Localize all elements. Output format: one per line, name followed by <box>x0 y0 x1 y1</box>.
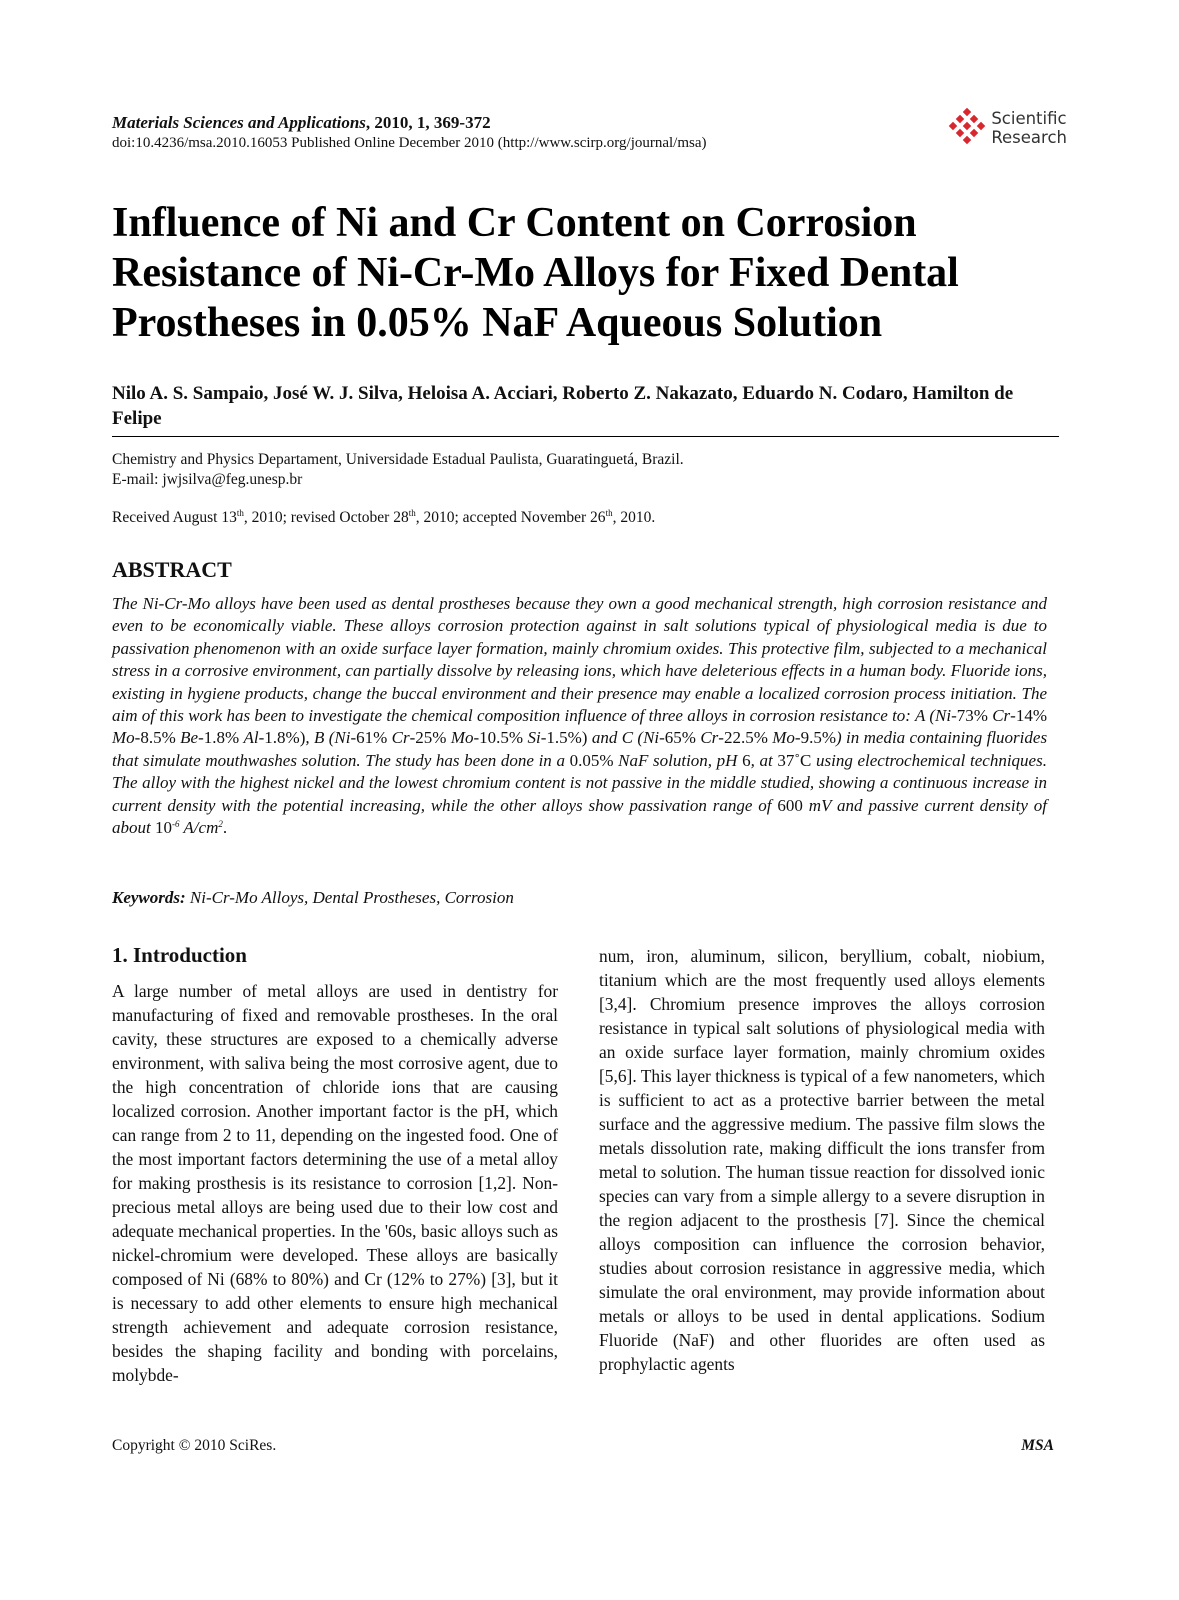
publisher-logo <box>947 108 1067 148</box>
logo-line-1: Scientific <box>991 109 1067 128</box>
accepted-ordinal: th <box>605 508 613 518</box>
keywords-text: Ni-Cr-Mo Alloys, Dental Prostheses, Corrosion <box>185 888 514 907</box>
current-density-exponent: -6 <box>171 819 180 830</box>
keywords-label: Keywords: <box>112 888 186 907</box>
right-column <box>599 944 1045 1376</box>
section-heading-introduction: 1. Introduction <box>112 943 247 967</box>
abstract-results-text: using electrochemical techniques. The alloy with the highest nickel and the lowest chromium content is not passive in the middle studied, showing a continuous increase in current density with the potential increasing, while the other alloys show passivation range of <box>112 750 1047 815</box>
unit-exponent: 2 <box>218 819 223 830</box>
current-density-unit: A/cm <box>179 818 219 838</box>
journal-header <box>112 112 707 153</box>
header-divider <box>112 436 1059 437</box>
copyright-notice: Copyright © 2010 SciRes. <box>112 1437 277 1454</box>
revised-text: , 2010; revised October 28 <box>243 509 409 526</box>
alloy-c-composition: Ni-65% Cr-22.5% Mo-9.5% <box>643 728 836 748</box>
received-end: , 2010. <box>612 509 656 526</box>
temperature-value: 37˚C <box>777 750 812 770</box>
scientific-research-logo-icon <box>947 108 987 148</box>
journal-name: Materials Sciences and Applications <box>112 113 366 132</box>
naf-text: NaF solution, pH <box>618 750 743 770</box>
affiliation-email: E-mail: jwjsilva@feg.unesp.br <box>112 471 303 488</box>
introduction-paragraph-left: A large number of metal alloys are used in dentistry for manufacturing of fixed and removable prostheses. In the oral cavity, these structures are exposed to a chemically adverse environment, with saliva being the most corrosive agent, due to the high concentration of chloride ions that are causing localized corrosion. Another important factor is the pH, which can range from 2 to 11, depending on the ingested food. One of the most important factors determining the use of a metal alloy for making prosthesis is its resistance to corrosion [1,2]. Non-precious metal alloys are being used due to their low cost and adequate mechanical properties. In the '60s, basic alloys such as nickel-chromium were developed. These alloys are basically composed of Ni (68% to 80%) and Cr (12% to 27%) [3], but it is necessary to add other elements to ensure high mechanical strength achievement and adequate corrosion resistance, besides the shaping facility and bonding with porcelains, molybde- <box>112 981 558 1385</box>
paper-page <box>112 0 1067 1600</box>
current-density-base: 10 <box>154 818 172 838</box>
received-dates <box>112 508 655 528</box>
journal-abbreviation: MSA <box>1021 1437 1054 1454</box>
affiliation-block <box>112 450 684 490</box>
affiliation-department: Chemistry and Physics Departament, Universidade Estadual Paulista, Guaratinguetá, Brazil. <box>112 451 684 468</box>
abstract-main-text: The Ni-Cr-Mo alloys have been used as dental prostheses because they own a good mechanical strength, high corrosion resistance and even to be economically viable. These alloys corrosion protection against in salt solutions typical of physiological media is due to passivation phenomenon with an oxide surface layer formation, mainly chromium oxides. This protective film, subjected to a mechanical stress in a corrosive environment, can partially dissolve by releasing ions, which have deleterious effects in a human body. Fluoride ions, existing in hygiene products, change the buccal environment and their presence may enable a localized corrosion process initiation. The aim of this work has been to investigate the chemical composition influence of three alloys in corrosion resistance to: A ( <box>112 594 1047 726</box>
alloy-a-composition: Ni-73% Cr-14% Mo-8.5% Be-1.8% Al-1.8% <box>112 706 1047 748</box>
abstract-body: The Ni-Cr-Mo alloys have been used as dental prostheses because they own a good mechanical strength, high corrosion resistance and even to be economically viable. These alloys corrosion protection against in salt solutions typical of physiological media is due to passivation phenomenon with an oxide surface layer formation, mainly chromium oxides. This protective film, subjected to a mechanical stress in a corrosive environment, can partially dissolve by releasing ions, which have deleterious effects in a human body. Fluoride ions, existing in hygiene products, change the buccal environment and their presence may enable a localized corrosion process initiation. The aim of this work has been to investigate the chemical composition influence of three alloys in corrosion resistance to: A (Ni-73% Cr-14% Mo-8.5% Be-1.8% Al-1.8%), B (Ni-61% Cr-25% Mo-10.5% Si-1.5%) and C (Ni-65% Cr-22.5% Mo-9.5%) in media containing fluorides that simulate mouthwashes solution. The study has been done in a 0.05% NaF solution, pH 6, at 37˚C using electrochemical techniques. The alloy with the highest nickel and the lowest chromium content is not passive in the middle studied, showing a continuous increase in current density with the potential increasing, while the other alloys show passivation range of 600 mV and passive current density of about $10^{-6}$ $A/cm^2$. <box>112 594 1048 838</box>
journal-citation: , 2010, 1, 369-372 <box>365 113 491 132</box>
doi-line: doi:10.4236/msa.2010.16053 Published Online December 2010 (http://www.scirp.org/journal/msa) <box>112 135 707 151</box>
introduction-paragraph-right: num, iron, aluminum, silicon, beryllium, cobalt, niobium, titanium which are the most frequently used alloys elements [3,4]. Chromium presence improves the alloys corrosion resistance in typical salt solutions of physiological media with an oxide surface layer formation, mainly chromium oxides [5,6]. This layer thickness is typical of a few nanometers, which is sufficient to act as a protective barrier between the metal surface and the aggressive medium. The passive film slows the metals dissolution rate, making difficult the ions transfer from metal to solution. The human tissue reaction for dissolved ionic species can vary from a simple allergy to a severe disruption in the region adjacent to the prosthesis [7]. Since the chemical alloys composition can influence the corrosion behavior, studies about corrosion resistance in aggressive media, which simulate the oral environment, may provide information about metals or alloys to be used in dental applications. Sodium Fluoride (NaF) and other fluorides are often used as prophylactic agents <box>599 946 1045 1374</box>
ph-value: 6 <box>742 750 751 770</box>
passivation-range-value: 600 <box>777 795 803 815</box>
left-column <box>112 942 558 1387</box>
received-ordinal: th <box>236 508 244 518</box>
keywords-line <box>112 887 514 909</box>
received-text: Received August 13 <box>112 509 237 526</box>
logo-line-2: Research <box>991 128 1067 147</box>
accepted-text: , 2010; accepted November 26 <box>415 509 606 526</box>
revised-ordinal: th <box>408 508 416 518</box>
naf-concentration: 0.05% <box>569 750 619 770</box>
alloy-b-composition: Ni-61% Cr-25% Mo-10.5% Si-1.5% <box>334 728 582 748</box>
author-list: Nilo A. S. Sampaio, José W. J. Silva, Heloisa A. Acciari, Roberto Z. Nakazato, Eduardo N. Codaro, Hamilton de Felipe <box>112 383 1014 429</box>
paper-title: Influence of Ni and Cr Content on Corrosion Resistance of Ni-Cr-Mo Alloys for Fixed Dental Prostheses in 0.05% NaF Aqueous Solution <box>112 200 959 346</box>
abstract-media-text: ) in media containing fluorides that simulate mouthwashes solution. The study has been done in a <box>112 728 1048 770</box>
abstract-heading: ABSTRACT <box>112 557 232 582</box>
